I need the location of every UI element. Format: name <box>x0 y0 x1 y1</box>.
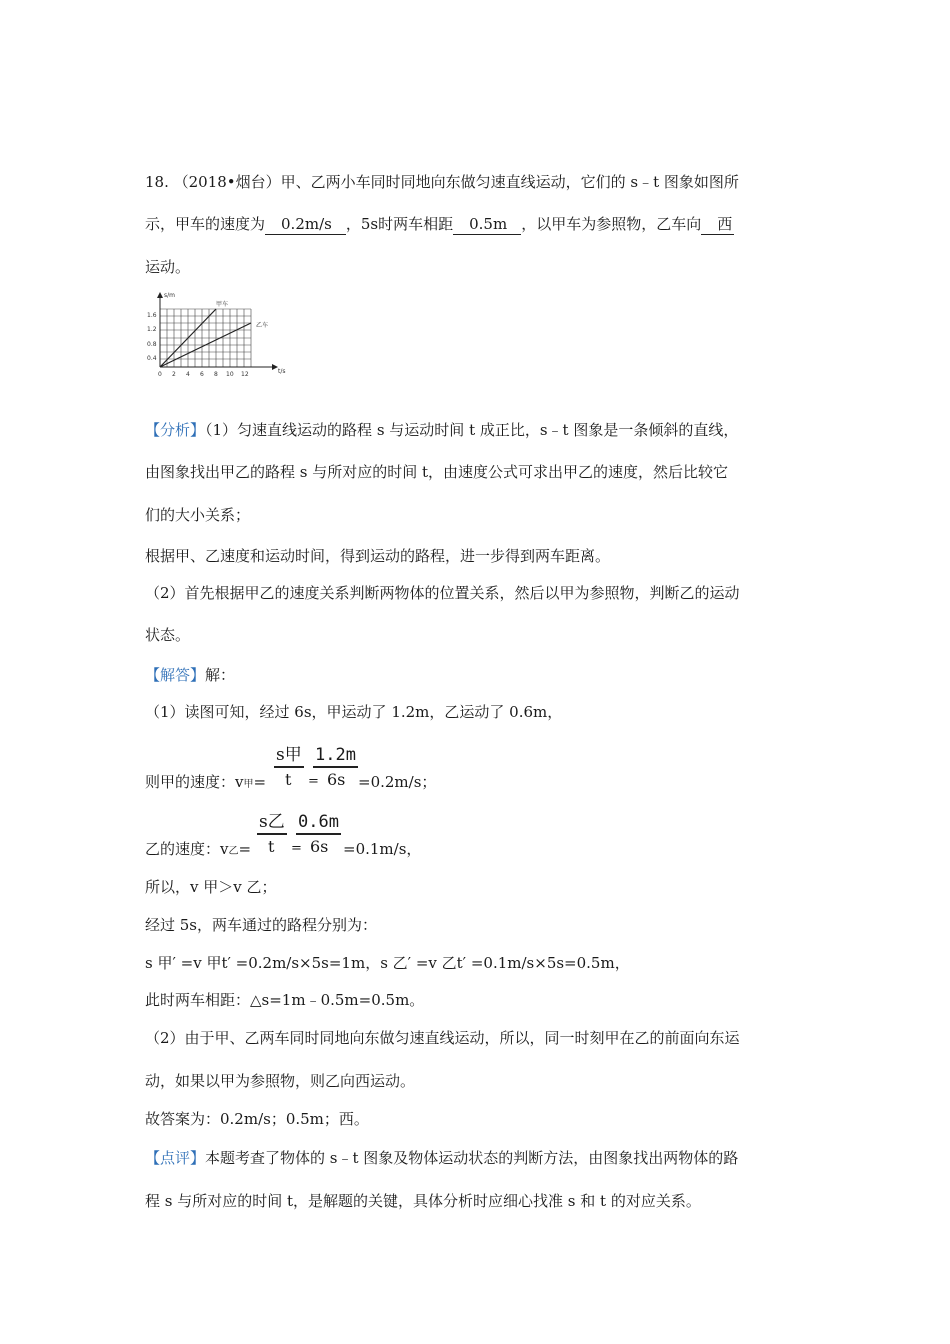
line-yi-label: 乙车 <box>256 322 269 329</box>
analysis-line-6: 状态。 <box>145 626 191 644</box>
solution-compare: 所以，v 甲＞v 乙； <box>145 878 277 896</box>
x-tick-label: 0 <box>158 371 162 378</box>
v-yi-formula <box>145 839 251 862</box>
v-jia-formula <box>145 772 266 795</box>
y-tick-label: 1.6 <box>147 312 157 319</box>
question-line-2 <box>145 214 734 235</box>
question-text: ，以甲车为参照物，乙车向 <box>521 215 702 233</box>
v-yi-numerator-value: 0.6m <box>296 811 341 835</box>
question-text: 示，甲车的速度为 <box>145 215 266 233</box>
v-yi-denominator-eq: = <box>291 841 302 856</box>
solution-text: 解： <box>205 666 236 684</box>
x-tick-label: 2 <box>172 371 176 378</box>
comment-text: 本题考查了物体的 s﹣t 图象及物体运动状态的判断方法，由图象找出两物体的路 <box>205 1149 739 1167</box>
answer-blank-2: 0.5m <box>453 214 521 235</box>
formula-text: 乙的速度：v <box>145 840 229 858</box>
solution-part2-line-2: 动，如果以甲为参照物，则乙向西运动。 <box>145 1072 416 1090</box>
question-line-1: 18. （2018•烟台）甲、乙两小车同时同地向东做匀速直线运动，它们的 s﹣t 图象如图所 <box>145 173 739 191</box>
solution-line-2: （1）读图可知，经过 6s，甲运动了 1.2m，乙运动了 0.6m， <box>145 703 563 721</box>
y-tick-label: 0.8 <box>147 341 157 348</box>
v-yi-result: =0.1m/s， <box>343 840 422 858</box>
solution-line-5s: 经过 5s，两车通过的路程分别为： <box>145 916 378 934</box>
solution-distance-calc: s 甲′ =v 甲t′ =0.2m/s×5s=1m，s 乙′ =v 乙t′ =0.1m/s×5s=0.5m， <box>145 954 630 972</box>
v-jia-denominator-t: t <box>285 770 292 789</box>
question-line-3: 运动。 <box>145 258 191 276</box>
answer-blank-3: 西 <box>701 214 734 235</box>
y-tick-label: 1.2 <box>147 326 157 333</box>
v-jia-numerator-s: s甲 <box>274 744 304 768</box>
analysis-line-3: 们的大小关系； <box>145 506 251 524</box>
analysis-tag: 【分析】 <box>145 421 206 439</box>
v-yi-denominator-t: t <box>268 837 275 856</box>
formula-text: = <box>238 840 252 858</box>
x-tick-label: 12 <box>241 371 249 378</box>
comment-tag: 【点评】 <box>145 1149 206 1167</box>
x-tick-label: 8 <box>214 371 218 378</box>
solution-answer: 故答案为：0.2m/s；0.5m；西。 <box>145 1110 369 1128</box>
v-yi-denominator-value: 6s <box>310 837 329 856</box>
v-jia-denominator-eq: = <box>308 774 319 789</box>
v-jia-denominator-value: 6s <box>327 770 346 789</box>
y-axis-label: s/m <box>164 292 175 299</box>
formula-text: 则甲的速度：v <box>145 773 244 791</box>
analysis-line-2: 由图象找出甲乙的路程 s 与所对应的时间 t，由速度公式可求出甲乙的速度，然后比较它 <box>145 463 729 481</box>
graph-grid <box>160 309 251 367</box>
v-yi-numerator-s: s乙 <box>257 811 287 835</box>
line-jia-label: 甲车 <box>216 301 229 308</box>
x-axis-label: t/s <box>278 368 286 375</box>
solution-tag: 【解答】 <box>145 666 206 684</box>
comment-line-2: 程 s 与所对应的时间 t，是解题的关键，具体分析时应细心找准 s 和 t 的对应关系。 <box>145 1192 701 1210</box>
answer-blank-1: 0.2m/s <box>265 214 346 235</box>
x-tick-label: 4 <box>186 371 190 378</box>
analysis-line-5: （2）首先根据甲乙的速度关系判断两物体的位置关系，然后以甲为参照物，判断乙的运动 <box>145 584 740 602</box>
x-tick-label: 6 <box>200 371 204 378</box>
formula-subscript: 甲 <box>243 779 254 790</box>
analysis-line-1 <box>145 420 738 440</box>
solution-line-1 <box>145 665 235 685</box>
analysis-line-4: 根据甲、乙速度和运动时间，得到运动的路程，进一步得到两车距离。 <box>145 547 611 565</box>
comment-line-1 <box>145 1148 738 1168</box>
question-text: ，5s时两车相距 <box>345 215 454 233</box>
solution-gap: 此时两车相距：△s=1m﹣0.5m=0.5m。 <box>145 991 425 1009</box>
analysis-text: （1）匀速直线运动的路程 s 与运动时间 t 成正比，s﹣t 图象是一条倾斜的直线， <box>205 421 739 439</box>
formula-subscript: 乙 <box>228 846 239 857</box>
y-tick-label: 0.4 <box>147 355 157 362</box>
s-t-graph <box>140 287 290 379</box>
formula-text: = <box>253 773 267 791</box>
y-axis-arrow-icon <box>157 292 163 298</box>
v-jia-numerator-value: 1.2m <box>313 744 358 768</box>
solution-part2-line-1: （2）由于甲、乙两车同时同地向东做匀速直线运动，所以，同一时刻甲在乙的前面向东运 <box>145 1029 740 1047</box>
x-tick-label: 10 <box>226 371 234 378</box>
v-jia-result: =0.2m/s； <box>358 773 437 791</box>
